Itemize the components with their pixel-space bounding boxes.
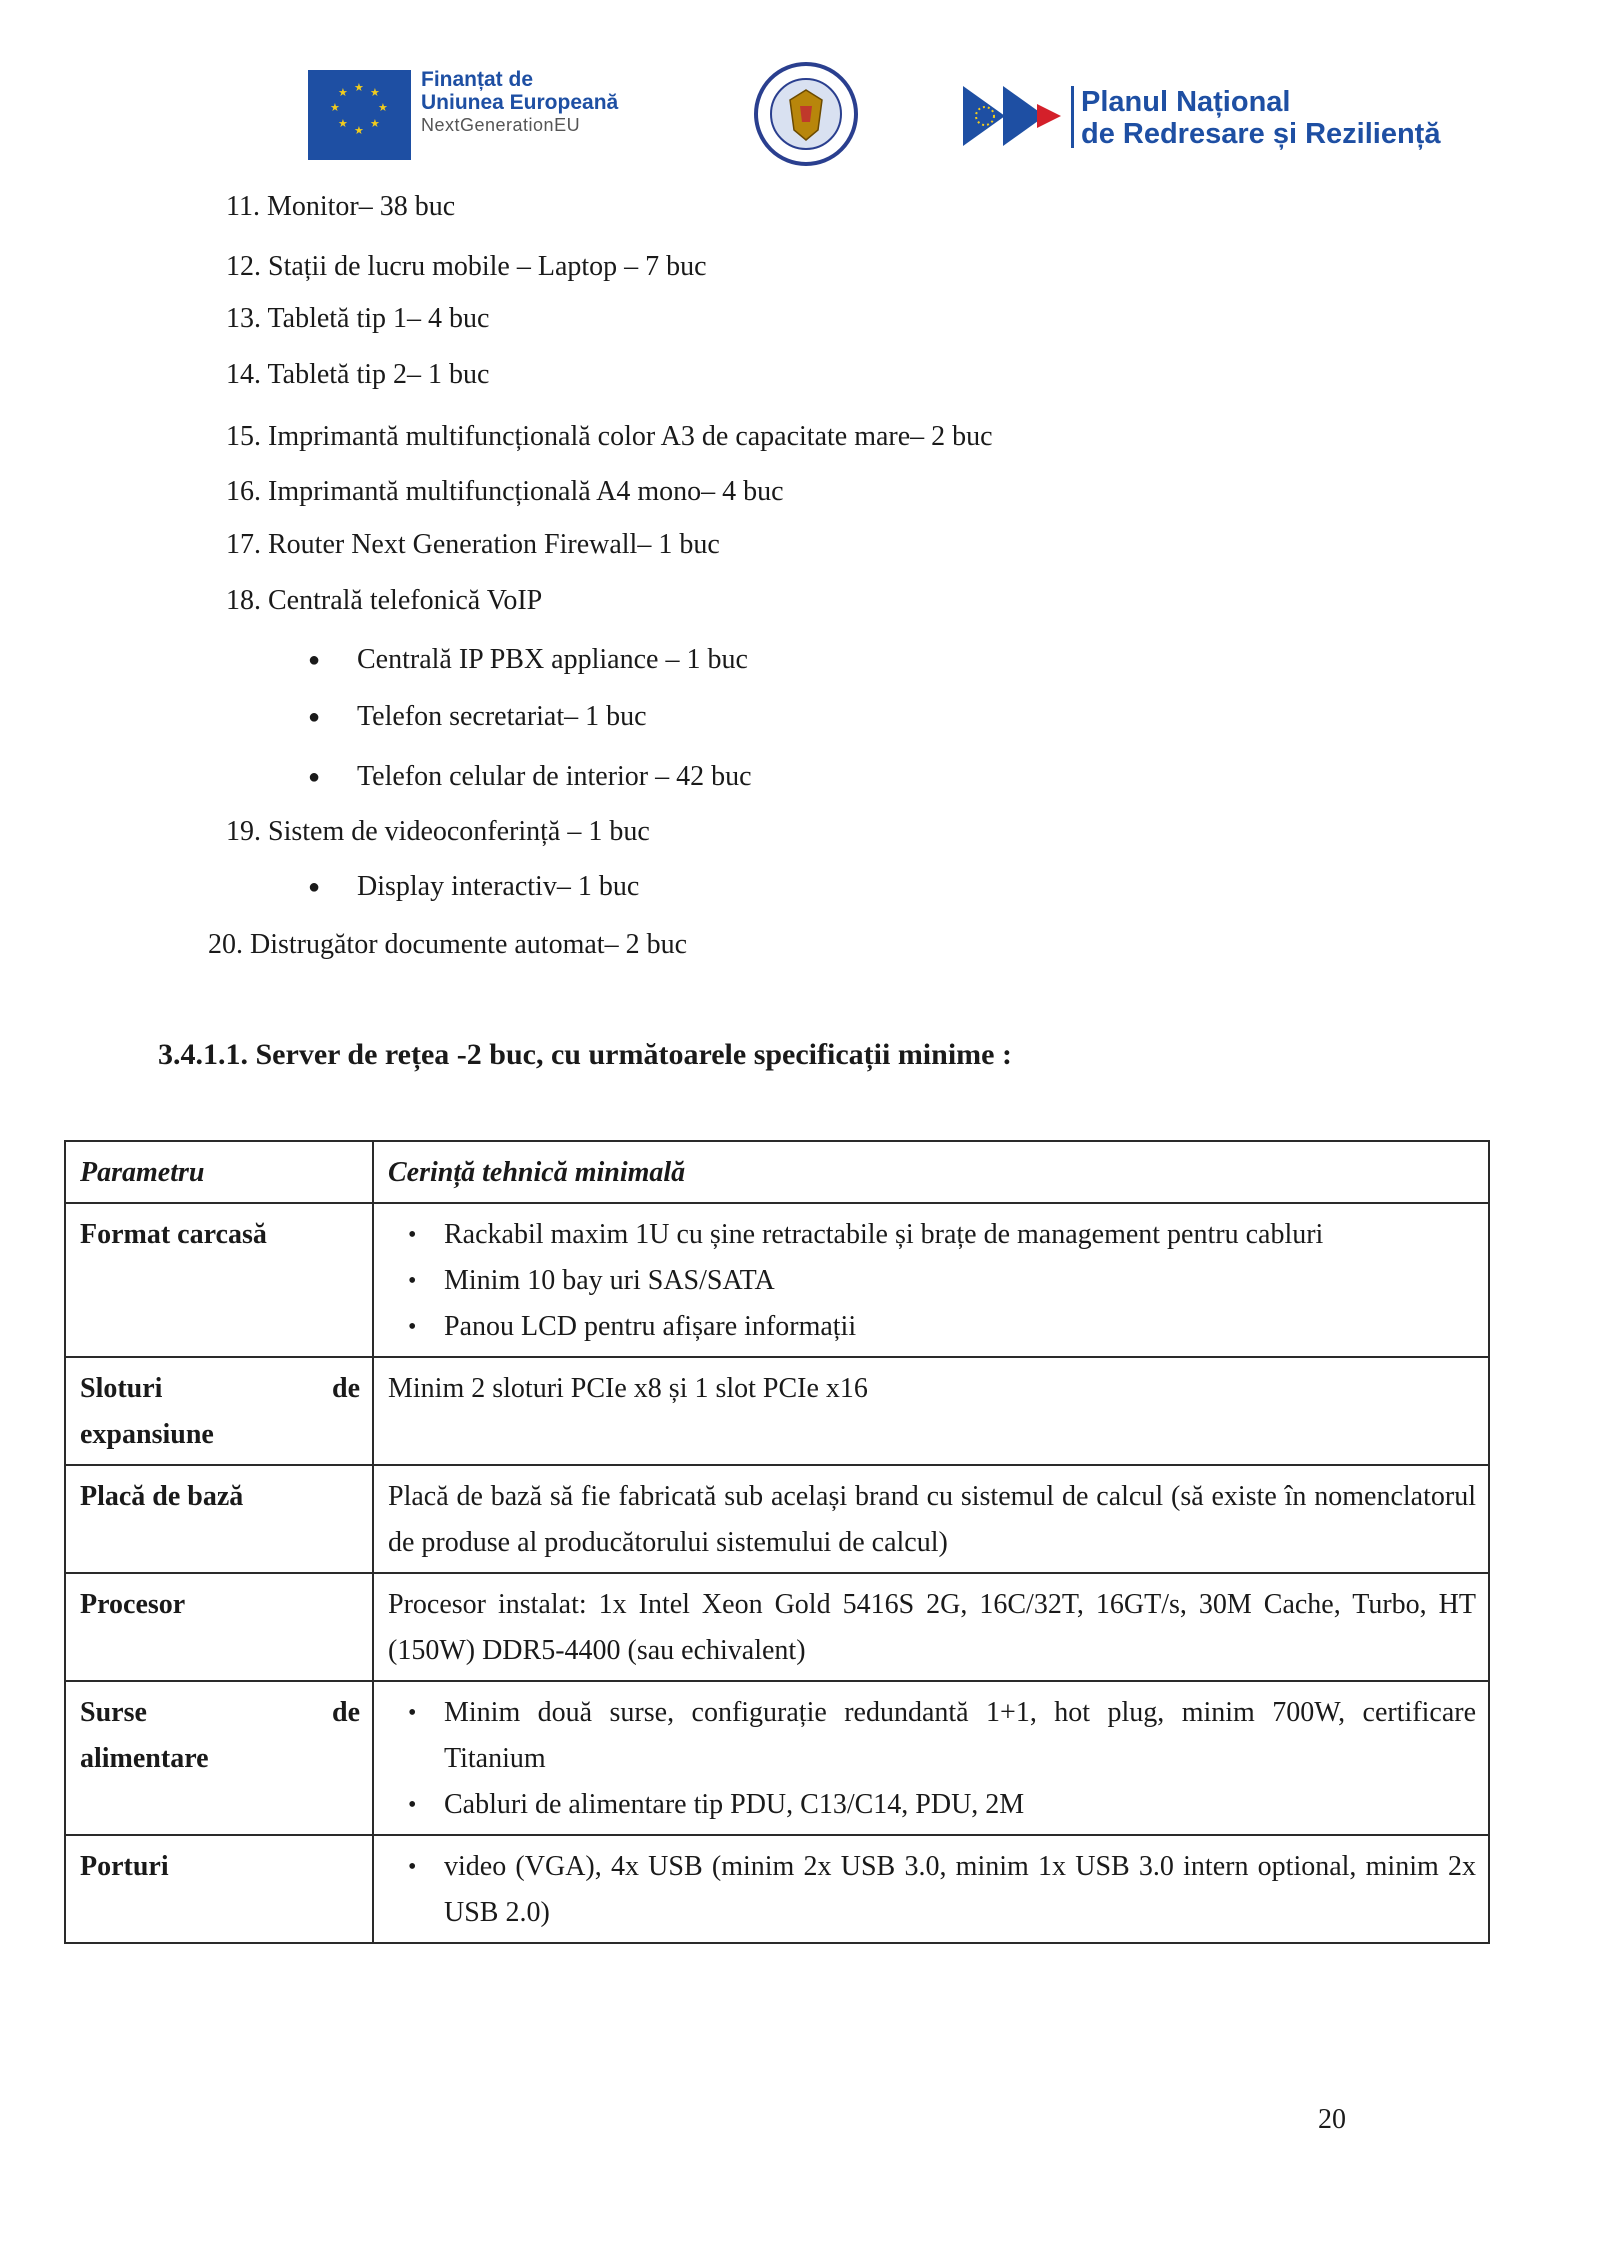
bullet-icon: ●	[308, 876, 321, 898]
table-row	[65, 1835, 1489, 1943]
header-parameter: Parametru	[65, 1141, 373, 1203]
header-requirement: Cerință tehnică minimală	[373, 1141, 1489, 1203]
eu-flag-icon: ★ ★ ★ ★ ★ ★ ★ ★	[308, 70, 411, 160]
eu-funding-label	[421, 68, 618, 137]
param-cell: Placă de bază	[65, 1465, 373, 1573]
list-item: 15. Imprimantă multifuncțională color A3 de capacitate mare– 2 buc	[226, 421, 993, 452]
param-cell	[65, 1357, 373, 1465]
list-item: 14. Tabletă tip 2– 1 buc	[226, 359, 490, 390]
list-item: 18. Centrală telefonică VoIP	[226, 585, 543, 616]
requirement-cell	[373, 1835, 1489, 1943]
requirement-cell: Procesor instalat: 1x Intel Xeon Gold 5416S 2G, 16C/32T, 16GT/s, 30M Cache, Turbo, HT (150W) DDR5-4400 (sau echivalent)	[373, 1573, 1489, 1681]
sub-list-item: Telefon secretariat– 1 buc	[357, 701, 647, 732]
eu-line-3: NextGenerationEU	[421, 115, 581, 135]
param-cell: Procesor	[65, 1573, 373, 1681]
param-word: Sloturi	[80, 1373, 163, 1404]
table-row	[65, 1203, 1489, 1357]
list-item: 11. Monitor– 38 buc	[226, 191, 456, 222]
section-title: 3.4.1.1. Server de rețea -2 buc, cu următoarele specificații minime :	[158, 1038, 1012, 1071]
requirement-cell	[373, 1681, 1489, 1835]
table-header-row	[65, 1141, 1489, 1203]
requirement-cell: Placă de bază să fie fabricată sub același brand cu sistemul de calcul (să existe în nomenclatorul de produse al producătorului sistemului de calcul)	[373, 1465, 1489, 1573]
param-word: de	[332, 1697, 360, 1728]
list-item: 20. Distrugător documente automat– 2 buc	[208, 929, 687, 960]
requirement-cell	[373, 1203, 1489, 1357]
requirement-bullet: • video (VGA), 4x USB (minim 2x USB 3.0, minim 1x USB 3.0 intern optional, minim 2x USB 2.0)	[444, 1844, 1476, 1936]
param-cell: Porturi	[65, 1835, 373, 1943]
table-row	[65, 1573, 1489, 1681]
param-word: alimentare	[80, 1743, 209, 1774]
requirement-cell: Minim 2 sloturi PCIe x8 și 1 slot PCIe x16	[373, 1357, 1489, 1465]
bullet-icon: ●	[308, 766, 321, 788]
sub-list-item: Display interactiv– 1 buc	[357, 871, 640, 902]
sub-list-item: Telefon celular de interior – 42 buc	[357, 761, 752, 792]
requirement-bullet: • Rackabil maxim 1U cu șine retractabile și brațe de management pentru cabluri	[444, 1212, 1476, 1258]
table-row	[65, 1681, 1489, 1835]
page-header	[0, 60, 1600, 170]
table-row	[65, 1357, 1489, 1465]
param-word: de	[332, 1373, 360, 1404]
sub-list-item: Centrală IP PBX appliance – 1 buc	[357, 644, 748, 675]
param-word: expansiune	[80, 1419, 214, 1450]
requirement-bullet: • Panou LCD pentru afișare informații	[444, 1304, 1476, 1350]
eu-line-2: Uniunea Europeană	[421, 91, 619, 114]
param-cell	[65, 1681, 373, 1835]
list-item: 16. Imprimantă multifuncțională A4 mono– 4 buc	[226, 476, 784, 507]
list-item: 17. Router Next Generation Firewall– 1 buc	[226, 529, 720, 560]
bullet-icon: ●	[308, 706, 321, 728]
requirement-bullet: • Minim două surse, configurație redundantă 1+1, hot plug, minim 700W, certificare Titanium	[444, 1690, 1476, 1782]
requirement-bullet: • Cabluri de alimentare tip PDU, C13/C14, PDU, 2M	[444, 1782, 1476, 1828]
pnrr-line-1: Planul Național	[1081, 86, 1291, 118]
romanian-government-seal-icon	[752, 60, 860, 168]
eu-line-1: Finanțat de	[421, 68, 534, 91]
param-cell: Format carcasă	[65, 1203, 373, 1357]
param-word: Surse	[80, 1697, 147, 1728]
pnrr-logo-icon	[963, 80, 1063, 152]
requirement-bullet: • Minim 10 bay uri SAS/SATA	[444, 1258, 1476, 1304]
list-item: 13. Tabletă tip 1– 4 buc	[226, 303, 490, 334]
pnrr-line-2: de Redresare și Reziliență	[1081, 118, 1441, 150]
page-number: 20	[1318, 2104, 1346, 2135]
table-row	[65, 1465, 1489, 1573]
list-item: 12. Stații de lucru mobile – Laptop – 7 buc	[226, 251, 707, 282]
pnrr-divider	[1071, 86, 1074, 148]
bullet-icon: ●	[308, 649, 321, 671]
list-item: 19. Sistem de videoconferință – 1 buc	[226, 816, 650, 847]
pnrr-label	[1081, 86, 1440, 150]
server-spec-table	[64, 1140, 1490, 1944]
